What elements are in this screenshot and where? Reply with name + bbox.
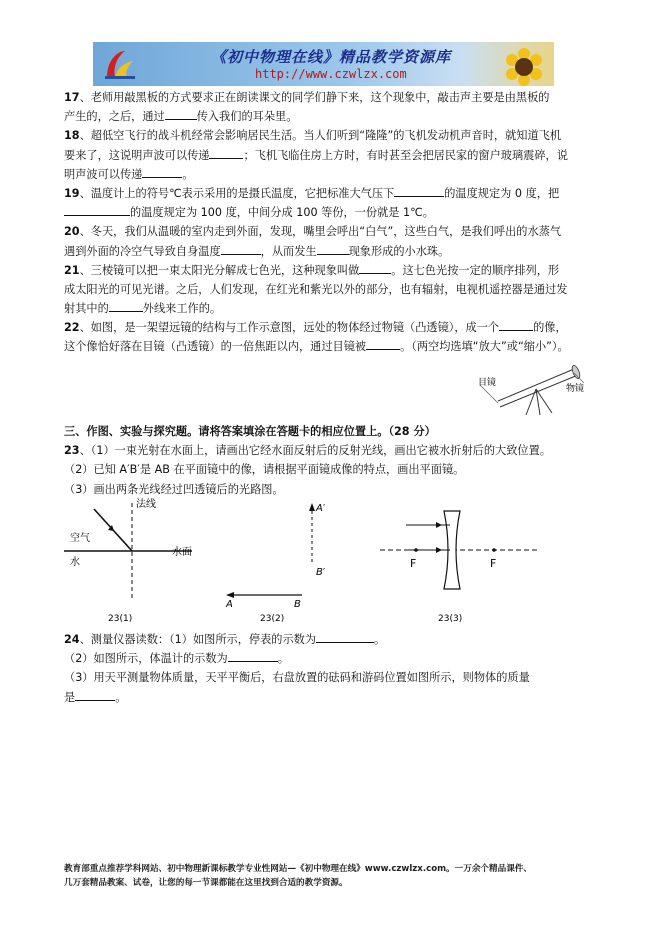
q24-part3: （3）用天平测量物体质量，天平平衡后，右盘放置的砝码和游码位置如图所示，则物体的质量 — [64, 671, 530, 685]
q21-line3 — [64, 299, 594, 318]
q21-line1 — [64, 261, 594, 280]
q17-line1 — [64, 88, 594, 107]
question-text: 、超低空飞行的战斗机经常会影响居民生活。当人们听到“隆隆”的飞机发动机声音时，就知道飞机 — [79, 129, 562, 143]
q18-line1 — [64, 126, 594, 145]
q24-part1 — [64, 630, 594, 649]
question-text: 、冬天，我们从温暖的室内走到外面，发现，嘴里会呼出“白气”，这些白气，是我们呼出的水蒸气 — [79, 225, 562, 239]
q24-part3-answer — [64, 688, 594, 707]
question-text: （2）如图所示，体温计的示数为 — [64, 652, 228, 666]
question-number: 24 — [64, 633, 80, 646]
answer-blank[interactable] — [394, 185, 444, 197]
q17-line2 — [64, 107, 594, 126]
focal-left-label: F — [410, 557, 417, 570]
answer-blank[interactable] — [228, 650, 278, 662]
answer-blank[interactable] — [359, 262, 391, 274]
q24-part2 — [64, 649, 594, 668]
question-text: 、如图，是一架望远镜的结构与工作示意图，远处的物体经过物镜（凸透镜），成一个 — [79, 321, 500, 335]
question-text: 射其中的 — [64, 302, 109, 316]
figure-23-2 — [220, 495, 340, 625]
question-number: 23 — [64, 444, 80, 458]
b-label: B — [294, 599, 301, 610]
answer-blank[interactable] — [499, 319, 533, 331]
surface-label: 水面 — [172, 547, 192, 558]
answer-blank[interactable] — [142, 166, 182, 178]
answer-blank[interactable] — [316, 631, 374, 643]
question-number: 19 — [64, 186, 80, 200]
question-text: 产生的，之后，通过 — [64, 110, 165, 124]
question-number: 17 — [64, 91, 80, 104]
focal-right-label: F — [490, 557, 497, 570]
question-text: 。 — [277, 652, 289, 666]
q20-line2 — [64, 242, 594, 261]
question-text: 的像， — [533, 321, 567, 335]
question-text: ，从而发生 — [260, 244, 317, 258]
question-number: 20 — [64, 225, 80, 239]
question-text: ；飞机飞临住房上方时，有时甚至会把居民家的窗户玻璃震碎，说 — [243, 148, 568, 162]
answer-blank[interactable] — [75, 689, 115, 701]
section-three — [64, 422, 594, 499]
question-text: 、三棱镜可以把一束太阳光分解成七色光，这种现象叫做 — [79, 263, 360, 277]
question-text: 外线来工作的。 — [142, 302, 222, 316]
question-text: 的温度规定为 0 度，把 — [444, 186, 560, 200]
answer-blank[interactable] — [64, 204, 130, 216]
q19-line1 — [64, 184, 594, 203]
banner-url[interactable]: http://www.czwlzx.com — [255, 67, 407, 81]
q23-part1 — [64, 441, 594, 460]
question-number: 22 — [64, 321, 80, 335]
figure-caption: 23(3) — [438, 614, 463, 624]
question-number: 18 — [64, 129, 80, 143]
question-text: 要来了，这说明声波可以传递 — [64, 148, 210, 162]
question-text: 、测量仪器读数：（1）如图所示，停表的示数为 — [79, 633, 317, 646]
answer-blank[interactable] — [165, 108, 197, 120]
answer-blank[interactable] — [317, 243, 349, 255]
sunflower-icon — [502, 46, 546, 86]
question-text: 。 — [182, 167, 194, 181]
question-text: 是 — [64, 690, 76, 704]
q18-line3 — [64, 165, 594, 184]
telescope-figure — [478, 355, 594, 419]
question-text: 这个像恰好落在目镜（凸透镜）的一倍焦距以内，通过目镜被 — [64, 340, 367, 354]
objective-label: 物镜 — [566, 384, 585, 394]
answer-blank[interactable] — [221, 243, 261, 255]
b-prime-label: B′ — [316, 567, 326, 578]
q21-line2 — [64, 280, 594, 299]
site-logo-icon — [103, 47, 137, 81]
question-text: 。 — [374, 633, 386, 646]
question-text: 。 — [115, 690, 127, 704]
figure-23-1 — [64, 495, 200, 625]
answer-blank[interactable] — [109, 300, 143, 312]
q20-line1 — [64, 222, 594, 241]
q23-part2: （2）已知 A′B′是 AB 在平面镜中的像，请根据平面镜成像的特点，画出平面镜。 — [64, 463, 465, 477]
a-label: A — [226, 599, 233, 610]
answer-blank[interactable] — [366, 338, 400, 350]
figure-caption: 23(1) — [108, 614, 133, 624]
question-24 — [64, 630, 594, 707]
air-label: 空气 — [70, 533, 90, 544]
header-banner — [93, 42, 554, 86]
footer-line-1: 教育部重点推荐学科网站、初中物理新课标教学专业性网站—《初中物理在线》www.czwlzx.com。一万余个精品课件、 — [64, 864, 532, 874]
q22-line1 — [64, 318, 594, 337]
question-text: 。这七色光按一定的顺序排列，形 — [391, 263, 560, 277]
q18-line2 — [64, 146, 594, 165]
question-text: 的温度规定为 100 度，中间分成 100 等份，一份就是 1℃。 — [130, 206, 434, 220]
q19-line2 — [64, 203, 594, 222]
question-number: 21 — [64, 263, 80, 277]
footer-line-2: 几万套精品教案、试卷，让您的每一节课都能在这里找到合适的教学资源。 — [64, 878, 348, 888]
q23-part3: （3）画出两条光线经过凹透镜后的光路图。 — [64, 482, 284, 496]
section-title: 三、作图、实验与探究题。请将答案填涂在答题卡的相应位置上。（28 分） — [64, 425, 436, 438]
water-label: 水 — [70, 557, 80, 568]
figure-caption: 23(2) — [260, 614, 285, 624]
figure-23-3 — [380, 495, 540, 625]
normal-label: 法线 — [136, 499, 156, 510]
question-text: 传入我们的耳朵里。 — [196, 110, 298, 124]
q22-line2 — [64, 337, 594, 356]
question-text: 、（1）一束光射在水面上，请画出它经水面反射后的反射光线，画出它被水折射后的大致位置。 — [79, 444, 551, 458]
question-text: 遇到外面的冷空气导致自身温度 — [64, 244, 221, 258]
question-text: 成太阳光的可见光谱。之后，人们发现，在红光和紫光以外的部分，也有辐射，电视机遥控器是通过发 — [64, 282, 568, 296]
answer-blank[interactable] — [209, 147, 243, 159]
question-text: 、老师用敲黑板的方式要求正在朗读课文的同学们静下来，这个现象中，敲击声主要是由黑板的 — [79, 91, 550, 104]
question-text: 、温度计上的符号℃表示采用的是摄氏温度，它把标准大气压下 — [79, 186, 395, 200]
question-text: 明声波可以传递 — [64, 167, 143, 181]
question-content — [64, 88, 594, 357]
question-text: 现象形成的小水珠。 — [348, 244, 450, 258]
a-prime-label: A′ — [316, 503, 326, 514]
page-footer — [64, 862, 604, 890]
question-text: 。（两空均选填“放大”或“缩小”）。 — [400, 340, 569, 354]
eyepiece-label: 目镜 — [478, 378, 497, 388]
banner-title: 《初中物理在线》精品教学资源库 — [211, 48, 452, 66]
